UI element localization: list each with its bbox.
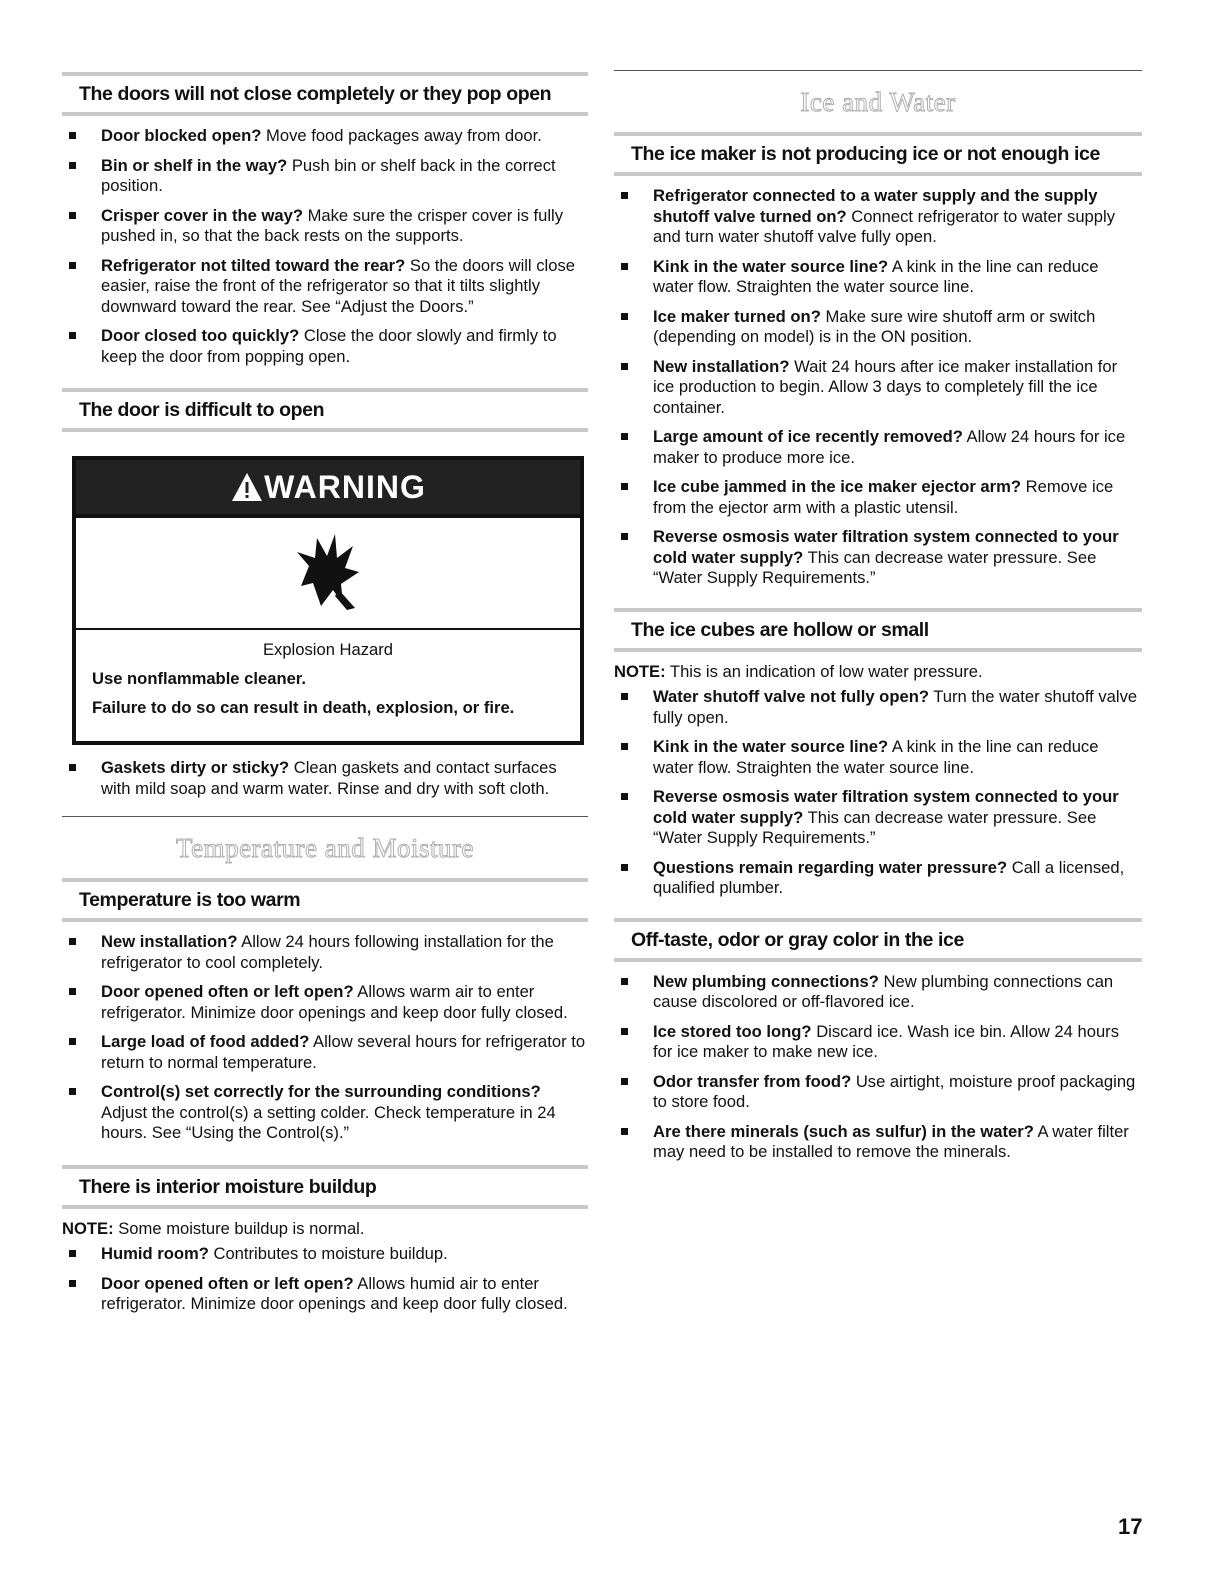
item-answer: Push bin or shelf back in the correct position. xyxy=(101,155,556,195)
item-answer: Clean gaskets and contact surfaces with mild soap and warm water. Rinse and dry with soft cloth. xyxy=(101,758,557,798)
square-bullet-icon xyxy=(621,192,628,199)
list-item xyxy=(614,1122,1142,1163)
item-answer: A kink in the line can reduce water flow. Straighten the water source line. xyxy=(653,737,1099,777)
item-answer: New plumbing connections can cause discolored or off-flavored ice. xyxy=(653,971,1114,1011)
item-answer: Allow 24 hours for ice maker to produce more ice. xyxy=(653,427,1126,467)
item-question: Door blocked open? xyxy=(101,126,262,145)
troubleshooting-list xyxy=(614,972,1142,1163)
section-heading: Ice and Water xyxy=(614,70,1142,132)
warning-body xyxy=(76,630,580,741)
item-question: Ice stored too long? xyxy=(653,1021,812,1041)
troubleshooting-list xyxy=(62,1244,588,1315)
list-item xyxy=(614,477,1142,518)
list-item xyxy=(62,126,588,147)
explosion-icon xyxy=(283,528,373,618)
square-bullet-icon xyxy=(621,743,628,750)
square-bullet-icon xyxy=(621,693,628,700)
warning-line: Failure to do so can result in death, explosion, or fire. xyxy=(92,698,515,717)
subsection-heading: The doors will not close completely or they pop open xyxy=(62,72,588,116)
item-question: Water shutoff valve not fully open? xyxy=(653,687,929,706)
item-question: Refrigerator connected to a water supply and the supply shutoff valve turned on? xyxy=(653,186,1098,226)
square-bullet-icon xyxy=(621,363,628,370)
list-item xyxy=(62,1244,588,1265)
square-bullet-icon xyxy=(621,793,628,800)
item-question: Humid room? xyxy=(101,1244,209,1263)
item-question: Kink in the water source line? xyxy=(653,737,889,756)
troubleshooting-list xyxy=(614,186,1142,589)
item-answer: So the doors will close easier, raise the front of the refrigerator so that it tilts slightly downward toward the rear. See “Adjust the Doors.” xyxy=(101,255,575,316)
subsection-heading: Temperature is too warm xyxy=(62,878,588,922)
list-item xyxy=(62,1274,588,1315)
item-question: Ice maker turned on? xyxy=(653,306,821,326)
warning-label: WARNING xyxy=(264,468,426,505)
list-item xyxy=(62,758,588,799)
square-bullet-icon xyxy=(621,263,628,270)
list-item xyxy=(614,972,1142,1013)
list-item xyxy=(62,982,588,1023)
item-question: Bin or shelf in the way? xyxy=(101,155,288,175)
square-bullet-icon xyxy=(69,132,76,139)
square-bullet-icon xyxy=(69,212,76,219)
note: NOTE: This is an indication of low water pressure. xyxy=(614,661,983,681)
square-bullet-icon xyxy=(69,1038,76,1045)
item-answer: Use airtight, moisture proof packaging to store food. xyxy=(653,1071,1136,1111)
item-question: Door opened often or left open? xyxy=(101,982,354,1001)
list-item xyxy=(62,1082,588,1144)
subsection-heading: There is interior moisture buildup xyxy=(62,1165,588,1209)
list-item xyxy=(614,787,1142,849)
item-answer: Contributes to moisture buildup. xyxy=(208,1244,448,1263)
square-bullet-icon xyxy=(621,1128,628,1135)
item-question: Crisper cover in the way? xyxy=(101,205,303,225)
subsection-heading: The ice maker is not producing ice or not enough ice xyxy=(614,132,1142,176)
square-bullet-icon xyxy=(69,332,76,339)
item-answer: This can decrease water pressure. See “Water Supply Requirements.” xyxy=(653,547,1097,587)
item-answer: Allow several hours for refrigerator to return to normal temperature. xyxy=(101,1032,586,1072)
square-bullet-icon xyxy=(69,938,76,945)
troubleshooting-list xyxy=(614,687,1142,899)
note: NOTE: Some moisture buildup is normal. xyxy=(62,1218,365,1238)
warning-triangle-icon xyxy=(230,471,264,503)
item-question: Ice cube jammed in the ice maker ejector arm? xyxy=(653,477,1021,496)
troubleshooting-list xyxy=(62,932,588,1144)
item-question: Large amount of ice recently removed? xyxy=(653,427,963,446)
item-question: Large load of food added? xyxy=(101,1032,310,1051)
list-item xyxy=(614,858,1142,899)
square-bullet-icon xyxy=(69,162,76,169)
square-bullet-icon xyxy=(69,988,76,995)
square-bullet-icon xyxy=(621,864,628,871)
square-bullet-icon xyxy=(69,1250,76,1257)
item-question: Kink in the water source line? xyxy=(653,256,889,276)
square-bullet-icon xyxy=(621,1028,628,1035)
item-answer: A water filter may need to be installed to remove the minerals. xyxy=(653,1121,1129,1161)
item-question: Questions remain regarding water pressure? xyxy=(653,857,1008,877)
item-question: Reverse osmosis water filtration system connected to your cold water supply? xyxy=(653,527,1119,567)
item-question: Are there minerals (such as sulfur) in the water? xyxy=(653,1121,1034,1141)
list-item xyxy=(62,256,588,318)
item-answer: Call a licensed, qualified plumber. xyxy=(653,857,1125,897)
square-bullet-icon xyxy=(621,433,628,440)
item-question: Control(s) set correctly for the surrounding conditions? xyxy=(101,1082,541,1101)
item-answer: Move food packages away from door. xyxy=(261,126,542,145)
list-item xyxy=(62,156,588,197)
item-answer: Discard ice. Wash ice bin. Allow 24 hours for ice maker to make new ice. xyxy=(653,1021,1119,1061)
list-item xyxy=(614,186,1142,248)
right-column xyxy=(614,0,1142,1172)
warning-box xyxy=(72,456,584,745)
section-heading: Temperature and Moisture xyxy=(62,816,588,878)
square-bullet-icon xyxy=(621,978,628,985)
square-bullet-icon xyxy=(621,313,628,320)
item-answer: Allows warm air to enter refrigerator. Minimize door openings and keep door fully closed. xyxy=(101,982,568,1022)
page-number: 17 xyxy=(1118,1514,1143,1539)
subsection-heading: The door is difficult to open xyxy=(62,388,588,432)
item-answer: Allow 24 hours following installation for the refrigerator to cool completely. xyxy=(101,932,554,972)
item-answer: This can decrease water pressure. See “Water Supply Requirements.” xyxy=(653,807,1097,847)
item-question: Odor transfer from food? xyxy=(653,1071,852,1091)
item-question: Refrigerator not tilted toward the rear? xyxy=(101,255,406,275)
troubleshooting-list xyxy=(62,126,588,367)
item-question: New plumbing connections? xyxy=(653,971,879,991)
item-answer: Connect refrigerator to water supply and turn water shutoff valve fully open. xyxy=(653,206,1116,246)
subsection-heading: Off-taste, odor or gray color in the ice xyxy=(614,918,1142,962)
item-answer: Make sure wire shutoff arm or switch (depending on model) is in the ON position. xyxy=(653,306,1096,346)
list-item xyxy=(614,357,1142,419)
list-item xyxy=(614,257,1142,298)
list-item xyxy=(62,206,588,247)
list-item xyxy=(62,932,588,973)
square-bullet-icon xyxy=(69,1280,76,1287)
troubleshooting-list xyxy=(62,758,588,799)
list-item xyxy=(614,307,1142,348)
list-item xyxy=(614,427,1142,468)
left-column xyxy=(62,0,588,1324)
item-question: Door opened often or left open? xyxy=(101,1273,354,1293)
list-item xyxy=(614,1022,1142,1063)
square-bullet-icon xyxy=(621,483,628,490)
item-answer: Adjust the control(s) a setting colder. Check temperature in 24 hours. See “Using the Control(s).” xyxy=(101,1102,556,1142)
explosion-icon-box xyxy=(76,518,580,630)
warning-line: Use nonflammable cleaner. xyxy=(92,669,306,688)
square-bullet-icon xyxy=(69,764,76,771)
item-answer: Turn the water shutoff valve fully open. xyxy=(653,687,1138,727)
subsection-heading: The ice cubes are hollow or small xyxy=(614,608,1142,652)
list-item xyxy=(614,737,1142,778)
item-answer: Allows humid air to enter refrigerator. Minimize door openings and keep door fully closed. xyxy=(101,1273,568,1313)
warning-hazard-title: Explosion Hazard xyxy=(262,640,394,659)
item-question: New installation? xyxy=(101,932,238,951)
square-bullet-icon xyxy=(69,1088,76,1095)
warning-banner xyxy=(76,460,580,518)
square-bullet-icon xyxy=(69,262,76,269)
list-item xyxy=(614,687,1142,728)
item-answer: Close the door slowly and firmly to keep the door from popping open. xyxy=(101,326,557,366)
item-answer: Make sure the crisper cover is fully pushed in, so that the back rests on the supports. xyxy=(101,205,564,245)
item-answer: A kink in the line can reduce water flow. Straighten the water source line. xyxy=(653,256,1099,296)
item-question: Gaskets dirty or sticky? xyxy=(101,758,290,777)
item-question: Reverse osmosis water filtration system connected to your cold water supply? xyxy=(653,787,1119,827)
list-item xyxy=(614,527,1142,589)
item-answer: Wait 24 hours after ice maker installation for ice production to begin. Allow 3 days to completely fill the ice container. xyxy=(653,356,1118,417)
square-bullet-icon xyxy=(621,533,628,540)
item-answer: Remove ice from the ejector arm with a plastic utensil. xyxy=(653,477,1114,517)
list-item xyxy=(62,326,588,367)
square-bullet-icon xyxy=(621,1078,628,1085)
item-question: Door closed too quickly? xyxy=(101,326,300,345)
item-question: New installation? xyxy=(653,356,790,376)
list-item xyxy=(62,1032,588,1073)
list-item xyxy=(614,1072,1142,1113)
